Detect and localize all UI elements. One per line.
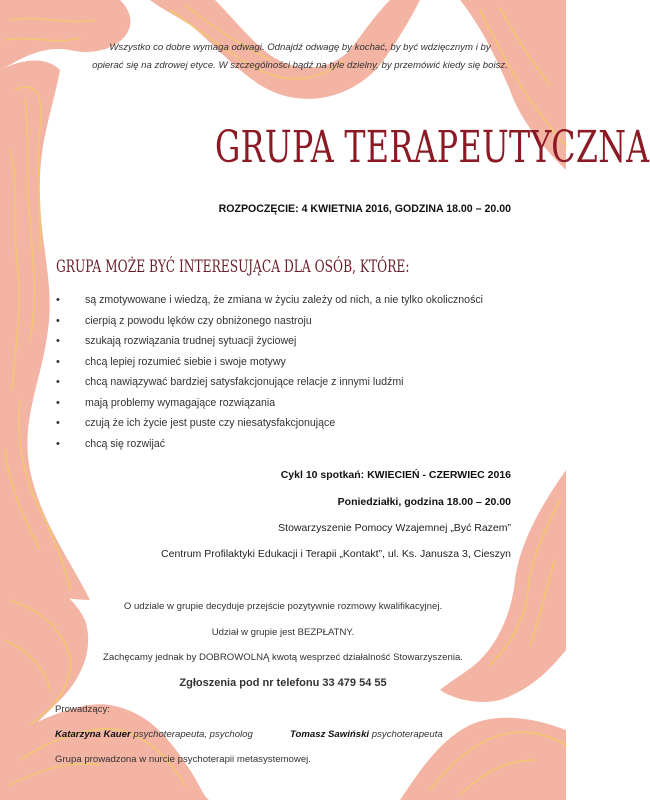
list-item: • chcą nawiązywać bardziej satysfakcjonujące relacje z innymi ludźmi xyxy=(50,374,483,395)
venue-address: Centrum Profilaktyki Edukacji i Terapii „Kontakt”, ul. Ks. Janusza 3, Cieszyn xyxy=(161,548,511,560)
facilitator-1-name: Katarzyna Kauer xyxy=(55,729,131,740)
list-item: • szukają rozwiązania trudnej sytuacji życiowej xyxy=(50,333,483,354)
facilitators-line xyxy=(55,729,253,740)
list-item: • są zmotywowane i wiedzą, że zmiana w życiu zależy od nich, a nie tylko okoliczności xyxy=(50,292,483,313)
registration-phone: Zgłoszenia pod nr telefonu 33 479 54 55 xyxy=(179,677,387,689)
venue-organization: Stowarzyszenie Pomocy Wzajemnej „Być Razem” xyxy=(278,522,511,534)
list-item: • cierpią z powodu lęków czy obniżonego nastroju xyxy=(50,313,483,334)
facilitator-2 xyxy=(290,729,443,740)
facilitator-1-role: psychoterapeuta, psycholog xyxy=(130,729,253,740)
start-date: ROZPOCZĘCIE: 4 KWIETNIA 2016, GODZINA 18.00 – 20.00 xyxy=(218,203,511,215)
free-participation-note: Udział w grupie jest BEZPŁATNY. xyxy=(211,627,355,638)
page-title: GRUPA TERAPEUTYCZNA xyxy=(215,122,650,173)
schedule-days: Poniedziałki, godzina 18.00 – 20.00 xyxy=(337,496,511,508)
list-item: • mają problemy wymagające rozwiązania xyxy=(50,395,483,416)
donation-note: Zachęcamy jednak by DOBROWOLNĄ kwotą wesprzeć działalność Stowarzyszenia. xyxy=(103,652,463,663)
facilitator-2-role: psychoterapeuta xyxy=(369,729,443,740)
audience-heading: GRUPA MOŻE BYĆ INTERESUJĄCA DLA OSÓB, KTÓRE: xyxy=(56,257,410,277)
intro-quote-line-2: opierać się na zdrowej etyce. W szczególności bądź na tyle dzielny, by przemówić kiedy się boisz. xyxy=(92,60,508,71)
list-item: • chcą się rozwijać xyxy=(50,436,483,457)
intro-quote-line-1: Wszystko co dobre wymaga odwagi. Odnajdź odwagę by kochać, by być wdzięcznym i by xyxy=(109,42,491,53)
therapy-approach: Grupa prowadzona w nurcie psychoterapii metasystemowej. xyxy=(55,754,311,765)
list-item: • chcą lepiej rozumieć siebie i swoje motywy xyxy=(50,354,483,375)
facilitators-label: Prowadzący: xyxy=(55,704,110,715)
qualification-note: O udziale w grupie decyduje przejście pozytywnie rozmowy kwalifikacyjnej. xyxy=(123,601,443,612)
audience-list xyxy=(50,292,483,456)
facilitator-2-name: Tomasz Sawiński xyxy=(290,729,370,740)
schedule-cycle: Cykl 10 spotkań: KWIECIEŃ - CZERWIEC 2016 xyxy=(280,469,511,481)
list-item: • czują że ich życie jest puste czy niesatysfakcjonujące xyxy=(50,415,483,436)
